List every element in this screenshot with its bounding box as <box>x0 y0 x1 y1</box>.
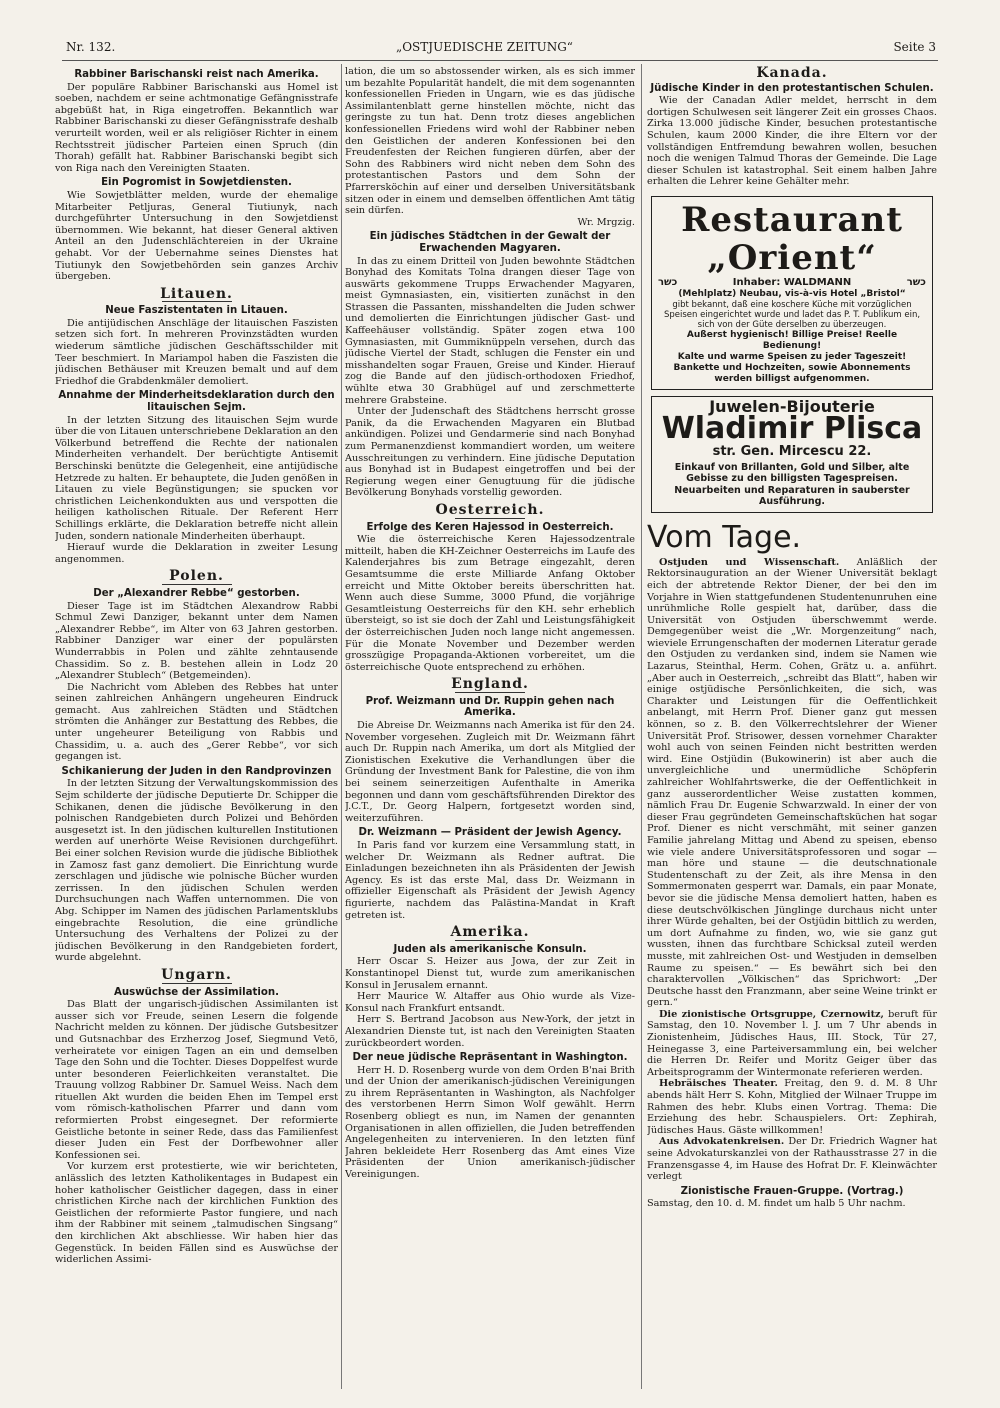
column-1 <box>55 66 338 1391</box>
restaurant-name: Restaurant „Orient“ <box>681 199 903 278</box>
article-body: Das Blatt der ungarisch-jüdischen Assimilanten ist ausser sich vor Freude, seinen Lesern die folgende Nachricht melden zu können. Der jüdische Gutsbesitzer und Gutsnachbar des Erzherzog Josef, Siegmund Vetö, verheiratete vor einigen Tagen an ein und demselben Tage den Sohn und die Tochter. Dieses Doppelfest wurde unter besonderen Feierlichkeiten veranstaltet. Die Trauung vollzog Rabbiner Dr. Samuel Weiss. Nach dem rituellen Akt wurden die beiden Ehen im Tempel erst vom römisch-katholischen Pfarrer und dann vom reformierten Probst eingesegnet. Der reformierte Geistliche betonte in seiner Rede, dass das Familienfest dieser Juden ein Fest der Dorfbewohner aller Konfessionen sei. <box>55 999 338 1161</box>
article-title <box>647 1186 937 1198</box>
article-body: In Paris fand vor kurzem eine Versammlung statt, in welcher Dr. Weizmann als Redner auftrat. Die Einladungen bezeichneten ihn als Präsidenten der Jewish Agency. Es ist das erste Mal, dass Dr. Weizmann in offizieller Eigenschaft als Präsident der Jewish Agency figurierte, nachdem das Palästina-Mandat in Kraft getreten ist. <box>345 840 635 921</box>
article-title: Prof. Weizmann und Dr. Ruppin gehen nach Amerika. <box>365 695 615 719</box>
article-body: Samstag, den 10. d. M. findet um halb 5 Uhr nachm. <box>647 1198 906 1210</box>
section-heading-oesterreich: Oesterreich. <box>435 501 545 518</box>
article-body: Freitag, den 9. d. M. 8 Uhr abends hält Herr S. Kohn, Mitglied der Wilnaer Truppe im Rahmen des hebr. Klubs einen Vortrag. Thema: Die Erziehung des hebr. Schauspielers. Ort: Zephirah, Jüdisches Haus. Gäste willkommen! <box>647 1078 937 1136</box>
article-body: Vor kurzem erst protestierte, wie wir berichteten, anlässlich des letzten Katholikentages in Budapest ein hoher katholischer Geistlicher dagegen, dass in einer christlichen Kirche nach der kirchlichen Funktion des Geistlichen der reformierte Pastor fungiere, und nach ihm der Rabbiner mit seinem „talmudischen Singsang“ den kirchlichen Akt abschliesse. Wir haben hier das Gegenstück. In beiden Fällen sind es Auswüchse der widerlichen Assimi- <box>55 1161 338 1266</box>
column-2 <box>345 66 635 1391</box>
article-title: Jüdische Kinder in den protestantischen Schulen. <box>650 82 934 94</box>
page-number: Seite 3 <box>893 40 936 54</box>
article-title: Aus Advokatenkreisen. <box>659 1136 785 1148</box>
kosher-mark: כשר <box>658 276 678 288</box>
newspaper-title: „OSTJUEDISCHE ZEITUNG“ <box>396 40 573 54</box>
restaurant-line: Bankette und Hochzeiten, sowie Abonnements werden billigst aufgenommen. <box>673 362 911 384</box>
article-signature: Wr. Mrgzig. <box>577 216 635 228</box>
article-body: Hierauf wurde die Deklaration in zweiter Lesung angenommen. <box>55 542 338 565</box>
article-title: Ostjuden und Wissenschaft. <box>659 556 840 568</box>
article-body: Wie die österreichische Keren Hajessodzentrale mitteilt, haben die KH-Zeichner Oesterreichs im Laufe des Kalenderjahres bis zum Betrage eingezahlt, deren Gesamtsumme die erste Milliarde Anfang Oktober erreicht und Mitte Oktober bereits überschritten hat. Wenn auch diese Summe, 3000 Pfund, die vorjährige Gesamtleistung Oesterreichs für den KH. sehr erheblich übersteigt, so ist sie doch der Zahl und Leistungsfähigkeit der österreichischen Juden noch lange nicht angemessen. Für die Monate November und Dezember werden grosszügige Propaganda-Aktionen vorbereitet, um die österreichische Quote entsprechend zu erhöhen. <box>345 534 635 673</box>
restaurant-owner: Inhaber: WALDMANN <box>732 276 852 288</box>
article-body: Anläßlich der Rektorsinauguration an der Wiener Universität beklagt eich der abtretende Rektor Diener, der bei den im Vorjahre in Wien stattgefundenen Studentenunruhen eine unrühmliche Rolle gespielt hat, darüber, dass die Universität von Ostjuden überschwemmt werde. Demgegenüber weist die „Wr. Morgenzeitung“ nach, wieviele Errungenschaften der modernen Literatur gerade den Ostjuden zu verdanken sind, indem sie Namen wie Lazarus, Steinthal, Herm. Cohen, Grätz u. a. anführt. „Aber auch in Oesterreich, „schreibt das Blatt“, haben wir einige ostjüdische Persönlichkeiten, die sich, was Charakter und Leistungen für die Oeffentlichkeit anbelangt, mit Herrn Prof. Diener ganz gut messen können, so z. B. den Völkerrechtslehrer der Wiener Universität Prof. Strisower, dessen vornehmer Charakter wohl auch von seinen Feinden nicht bestritten werden wird. Eine Ostjüdin (Bukowinerin) ist aber auch die unvergleichliche und unermüdliche Schöpferin zahlreicher Wohlfahrtswerke, die der Oeffentlichkeit in ganz ausserordentlicher Weise zustatten kommen, nämlich Frau Dr. Eugenie Schwarzwald. In einer der von dieser Frau gegründeten Gemeinschaftsküchen hat sogar Prof. Diener es nicht verschmäht, mit seiner ganzen Familie jahrelang Mittag und Abend zu speisen, ebenso wie viele andere Universitätsprofessoren und sogar — man höre und staune — die deutschnationale Studentenschaft zu der Zeit, als ihre Mensa in den Sommermonaten gesperrt war. Damals, ein paar Monate, bevor sie die jüdische Mensa demoliert hatten, haben es diese deutschvölkischen Jünglinge durchaus nicht unter ihrer Würde gehalten, bei der Ostjüdin bittlich zu werden, um dort Aufnahme zu finden, wo, wie sie ganz gut wussten, ihnen das furchtbare Schicksal zuteil werden musste, mit zahlreichen Ost- und Westjuden in demselben Raume zu speisen.“ — Es bewährt sich bei den charaktervollen „Völkischen“ das Sprichwort: „Der Deutsche hasst den Franzmann, aber seine Weine trinkt er gern.“ <box>647 556 937 1009</box>
article-title: Ein jüdisches Städtchen in der Gewalt der Erwachenden Magyaren. <box>369 231 611 254</box>
vom-tage-heading: Vom Tage. <box>647 519 802 555</box>
column-3 <box>647 66 937 1391</box>
header-rule <box>62 60 938 61</box>
section-heading-ungarn: Ungarn. <box>161 966 232 983</box>
article-title-text: Zionistische Frauen-Gruppe. <box>680 1185 844 1197</box>
article-body: Der Dr. Friedrich Wagner hat seine Advokaturskanzlei von der Rathausstrasse 27 in die Franzensgasse 4, im Hause des Hofrat Dr. F. Kleinwächter verlegt <box>647 1136 937 1183</box>
article-body: In das zu einem Dritteil von Juden bewohnte Städtchen Bonyhad des Komitats Tolna drangen dieser Tage von auswärts gekommene Trupps Erwachender Magyaren, meist Gymnasiasten, ein, visitierten zunächst in den Strassen die Passanten, misshandelten die Juden schwer und demolierten die Einrichtungen jüdischer Gast- und Kaffeehäuser vollständig. Später zogen etwa 100 Gymnasiasten, mit Gummiknüppeln versehen, durch das jüdische Viertel der Stadt, schlugen die Fenster ein und misshandelten sogar Frauen, Greise und Kinder. Hierauf zog die Bande auf den jüdisch-orthodoxen Friedhof, wühlte etwa 30 Grabhügel auf und zerschmetterte mehrere Grabsteine. <box>345 255 635 406</box>
article-body: Wie der Canadan Adler meldet, herrscht in dem dortigen Schulwesen seit längerer Zeit ein grosses Chaos. Zirka 13.000 jüdische Kinder, besuchen protestantische Schulen, kaum 2000 Kinder, die ihre Eltern vor der vollständigen Entfremdung bewahren wollen, besuchen noch die wenigen Talmud Thoras der Gemeinde. Die Lage dieser Schulen ist katastrophal. Seit einem halben Jahre erhalten die Lehrer keine Gehälter mehr. <box>647 95 937 188</box>
section-rule <box>455 692 525 693</box>
article-title: Neue Faszistentaten in Litauen. <box>105 305 288 317</box>
article-title: Hebräisches Theater. <box>659 1078 778 1090</box>
jewelry-text: Einkauf von Brillanten, Gold und Silber, alte Gebisse zu den billigsten Tagespreisen. Neuarbeiten und Reparaturen in sauberster Ausführung. <box>674 461 910 508</box>
article-title: Annahme der Minderheitsdeklaration durch den litauischen Sejm. <box>58 390 335 414</box>
article-body: Die Nachricht vom Ableben des Rebbes hat unter seinen zahlreichen Anhängern ungeheuren Eindruck gemacht. Aus zahlreichen Städten und Städtchen strömten die Anhänger zur Bestattung des Rebbes, die unter ungeheurer Beteiligung von Rabbis und Chassidim, u. a. auch des „Gerer Rebbe“, vor sich gegangen ist. <box>55 681 338 763</box>
section-heading-england: England. <box>451 676 529 693</box>
restaurant-line: Kalte und warme Speisen zu jeder Tageszeit! <box>677 351 907 362</box>
section-heading-amerika: Amerika. <box>450 924 530 941</box>
article-title: Schikanierung der Juden in den Randprovinzen <box>61 765 332 777</box>
article-title: Dr. Weizmann — Präsident der Jewish Agency. <box>358 827 622 839</box>
article-body: Herr H. D. Rosenberg wurde von dem Orden B'nai Brith und der Union der amerikanisch-jüdischen Vereinigungen zu ihrem Repräsentanten in Washington, als Nachfolger des verstorbenen Herrn Simon Wolf gewählt. Herrn Rosenberg obliegt es nun, im Namen der genannten Organisationen in allen offiziellen, die Juden betreffenden Angelegenheiten zu intervenieren. In den letzten fünf Jahren bekleidete Herr Rosenberg das Amt eines Vize Präsidenten der Union amerikanisch-jüdischer Vereinigungen. <box>345 1064 635 1181</box>
article-body: Der populäre Rabbiner Barischanski aus Homel ist soeben, nachdem er seine achtmonatige Gefängnisstrafe abgebüßt hat, in Riga eingetroffen. Bekanntlich war Rabbiner Barischanski zu dieser Gefängnisstrafe deshalb verurteilt worden, weil er als religiöser Richter in einem Rechtsstreit jüdischer Parteien einen Spruch (din Thorah) gefällt hat. Rabbiner Barischanski begibt sich von Riga nach den Vereinigten Staaten. <box>55 81 338 174</box>
article-body: Wie Sowjetblätter melden, wurde der ehemalige Mitarbeiter Petljuras, General Tiutiunyk, nach durchgeführter Untersuchung in den Sowjetdienst übernommen. Wie bekannt, hat dieser General aktiven Anteil an den Judenschlächtereien in der Ukraine gehabt. Vor der Uebernahme seines Dienstes hat Tiutiunyk den Sowjetbehörden sein ganzes Archiv übergeben. <box>55 189 338 283</box>
restaurant-address: (Mehlplatz) Neubau, vis-à-vis Hotel „Bristol“ <box>678 288 906 299</box>
column-divider-2 <box>641 64 642 1389</box>
issue-number: Nr. 132. <box>66 40 116 54</box>
jewelry-heading: Juwelen-Bijouterie <box>709 396 875 416</box>
article-title: Juden als amerikanische Konsuln. <box>393 943 587 955</box>
page-header <box>66 40 936 58</box>
restaurant-owner-row <box>658 277 926 289</box>
article-title: Auswüchse der Assimilation. <box>114 986 279 998</box>
article-body: beruft für Samstag, den 10. November l. J. um 7 Uhr abends in Zionistenheim, Jüdisches Haus, III. Stock, Tür 27, Heinegasse 3, eine Parteiversammlung ein, bei welcher die Herren Dr. Reifer und Moritz Geiger über das Arbeitsprogramm der Wintermonate referieren werden. <box>647 1008 937 1078</box>
article-title: Erfolge des Keren Hajessod in Oesterreich. <box>366 521 614 533</box>
jeweler-name: Wladimir Plisca <box>661 411 923 447</box>
article-body: Dieser Tage ist im Städtchen Alexandrow Rabbi Schmul Zewi Danziger, bekannt unter dem Namen „Alexandrer Rebbe“, im Alter von 63 Jahren gestorben. Rabbiner Danziger war einer der populärsten Wunderrabbis in Polen und zählte zehntausende Chassidim. So z. B. bestehen allein in Lodz 20 „Alexandrer Stublech“ (Betgemeinden). <box>55 600 338 682</box>
section-heading-kanada: Kanada. <box>756 66 828 81</box>
article-title: Der „Alexandrer Rebbe“ gestorben. <box>93 587 300 599</box>
section-rule <box>162 584 232 585</box>
article-title: Rabbiner Barischanski reist nach Amerika. <box>74 69 319 80</box>
article-body: Unter der Judenschaft des Städtchens herrscht grosse Panik, da die Erwachenden Magyaren ein Blutbad ankündigen. Polizei und Gendarmerie sind nach Bonyhad zum Permanenzdienst kommandiert worden, um weitere Ausschreitungen zu verhindern. Eine jüdische Deputation aus Bonyhad ist in Budapest eingetroffen und bei der Regierung wegen einer Genugtuung für die jüdische Bevölkerung Bonyhads vorstellig geworden. <box>345 406 635 499</box>
article-title: Die zionistische Ortsgruppe, Czernowitz, <box>659 1008 884 1020</box>
kosher-mark: כשר <box>906 276 926 288</box>
article-tag: (Vortrag.) <box>846 1185 904 1197</box>
article-body: Die Abreise Dr. Weizmanns nach Amerika ist für den 24. November vorgesehen. Zugleich mit Dr. Weizmann fährt auch Dr. Ruppin nach Amerika, um dort als Mitglied der Zionistischen Exekutive die Verhandlungen über die Gründung der Investment Bank for Palestine, die von ihm bei seinem seinerzeitigen Aufenthalte in Amerika begonnen und dann vom geschäftsführenden Direktor des J.C.T., Dr. Georg Halpern, fortgesetzt worden sind, weiterzuführen. <box>345 720 635 824</box>
article-body: Herr Oscar S. Heizer aus Jowa, der zur Zeit in Konstantinopel Dienst tut, wurde zum amerikanischen Konsul in Jerusalem ernannt. <box>345 956 635 991</box>
section-heading-polen: Polen. <box>169 568 224 585</box>
restaurant-line: Außerst hygienisch! Billige Preise! Reelle Bedienung! <box>686 329 898 351</box>
article-title: Der neue jüdische Repräsentant in Washington. <box>352 1052 628 1064</box>
article-title: Ein Pogromist in Sowjetdiensten. <box>101 177 292 189</box>
article-body: In der letzten Sitzung des litauischen Sejm wurde über die von Litauen unterschriebene Deklaration an den Völkerbund betreffend die Rechte der nationalen Minderheiten verhandelt. Der berüchtigte Antisemit Berschinski benützte die Gelegenheit, eine antijüdische Hetzrede zu halten. Er behauptete, die Juden genößen in Litauen zu viele Begünstigungen; sie spucken vor christlichen Leichenkondukten aus und verspotten die heiligen katholischen Rituale. Der Referent Herr Schillings erklärte, die Deklaration betreffe nicht allein Juden, sondern nationale Minderheiten überhaupt. <box>55 414 338 542</box>
jewelry-advertisement <box>651 396 933 513</box>
article-body: Die antijüdischen Anschläge der litauischen Faszisten setzen sich fort. In mehreren Provinzstädten wurden wiederum sämtliche jüdischen Geschäftsschilder mit Teer beschmiert. In Mariampol haben die Faszisten die jüdischen Bethäuser mit Kreuzen bemalt und auf dem Friedhof die Grabdenkmäler demoliert. <box>55 317 338 387</box>
jeweler-address: str. Gen. Mircescu 22. <box>712 444 872 460</box>
restaurant-advertisement <box>651 196 933 390</box>
article-body: Herr S. Bertrand Jacobson aus New-York, der jetzt in Alexandrien Dienste tut, ist nach den Vereinigten Staaten zurückbeordert worden. <box>345 1014 635 1049</box>
article-body: In der letzten Sitzung der Verwaltungskommission des Sejm schilderte der jüdische Deputierte Dr. Schipper die Schikanen, denen die jüdische Bevölkerung in den polnischen Randgebieten durch Polizei und Behörden ausgesetzt ist. In den jüdischen kulturellen Institutionen werden auf unerhörte Weise Revisionen durchgeführt. Bei einer solchen Revision wurde die jüdische Bibliothek in Zamosz fast ganz demoliert. Die Einrichtung wurde zerschlagen und jüdische wie polnische Bücher wurden zerrissen. In den jüdischen Schulen werden Durchsuchungen nach Waffen unternommen. Die von Abg. Schipper im Namen des jüdischen Parlamentsklubs eingebrachte Resolution, die eine gründliche Untersuchung des Verhaltens der Polizei zu der jüdischen Bevölkerung in den Randgebieten fordert, wurde abgelehnt. <box>55 778 338 964</box>
article-body: lation, die um so abstossender wirken, als es sich immer um bezahlte Popularität handelt, die mit dem sogenannten konfessionellen Frieden in Ungarn, wie es das jüdische Assimilantenblatt gerne hinstellen möchte, nicht das geringste zu tun hat. Denn trotz dieses angeblichen konfessionellen Friedens wird wohl der Rabbiner neben den Geistlichen der anderen Konfessionen bei den Freudenfesten der Reichen fungieren dürfen, aber der Sohn des Rabbiners wird nicht neben dem Sohn des protestantischen Pastors und dem Sohn der Pfarrersköchin auf einer und derselben Universitätsbank sitzen oder in einem und demselben öffentlichen Amt tätig sein dürfen. <box>345 66 635 217</box>
article-body: Herr Maurice W. Altaffer aus Ohio wurde als Vize-Konsul nach Frankfurt entsandt. <box>345 991 635 1014</box>
restaurant-text: gibt bekannt, daß eine koschere Küche mit vorzüglichen Speisen eingerichtet wurde und ladet das P. T. Publikum ein, sich von der Güte derselben zu überzeugen. <box>663 299 921 330</box>
column-divider-1 <box>341 64 342 1389</box>
section-heading-litauen: Litauen. <box>160 285 233 302</box>
